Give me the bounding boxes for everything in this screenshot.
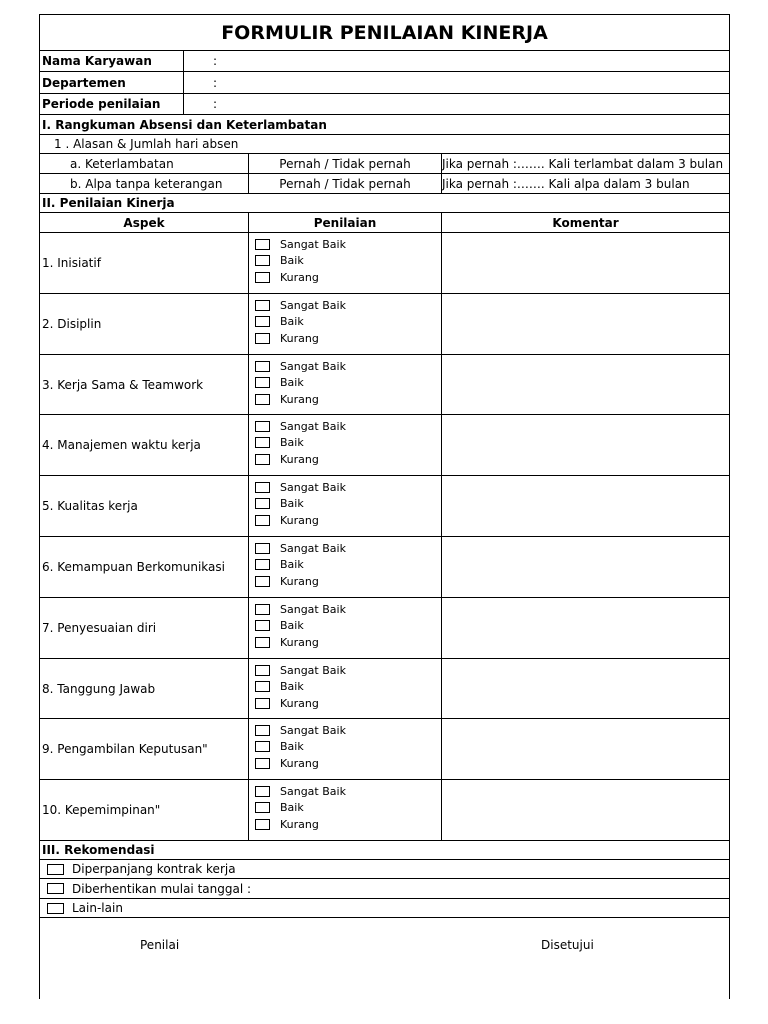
absence-row-alpha bbox=[40, 174, 729, 194]
rating-option-label: Baik bbox=[280, 740, 304, 753]
comment-cell[interactable] bbox=[441, 233, 729, 293]
rating-option[interactable] bbox=[255, 739, 304, 755]
rating-option-label: Kurang bbox=[280, 452, 319, 466]
rating-option[interactable] bbox=[255, 391, 319, 407]
rating-option-label: Kurang bbox=[280, 331, 319, 345]
rating-option[interactable] bbox=[255, 783, 346, 799]
info-row-name bbox=[40, 51, 729, 72]
rating-option[interactable] bbox=[255, 695, 319, 711]
rating-option-label: Baik bbox=[280, 680, 304, 693]
rating-option[interactable] bbox=[255, 269, 319, 285]
aspect-row bbox=[40, 294, 729, 355]
aspect-label: 1. Inisiatif bbox=[42, 256, 101, 270]
rating-option-label: Sangat Baik bbox=[280, 419, 346, 433]
checkbox-icon[interactable] bbox=[255, 255, 270, 266]
rating-option-label: Sangat Baik bbox=[280, 541, 346, 555]
rating-option-label: Sangat Baik bbox=[280, 723, 346, 737]
rating-option[interactable] bbox=[255, 314, 304, 330]
rating-cell bbox=[248, 780, 441, 840]
rating-option[interactable] bbox=[255, 800, 304, 816]
comment-cell[interactable] bbox=[441, 598, 729, 658]
checkbox-icon[interactable] bbox=[255, 620, 270, 631]
rating-cell bbox=[248, 476, 441, 536]
absence-row-late bbox=[40, 154, 729, 174]
comment-cell[interactable] bbox=[441, 355, 729, 414]
aspect-row bbox=[40, 719, 729, 780]
recommendation-item[interactable] bbox=[47, 879, 251, 898]
rating-option-label: Sangat Baik bbox=[280, 298, 346, 312]
rating-option[interactable] bbox=[255, 540, 346, 556]
absence-status[interactable]: Pernah / Tidak pernah bbox=[248, 154, 441, 173]
rating-cell bbox=[248, 598, 441, 658]
rating-option[interactable] bbox=[255, 634, 319, 650]
checkbox-icon[interactable] bbox=[255, 758, 270, 769]
comment-cell[interactable] bbox=[441, 719, 729, 779]
rating-option[interactable] bbox=[255, 451, 319, 467]
absence-status[interactable]: Pernah / Tidak pernah bbox=[248, 174, 441, 193]
aspect-label: 10. Kepemimpinan" bbox=[42, 803, 161, 817]
checkbox-icon[interactable] bbox=[255, 725, 270, 736]
rating-option-label: Kurang bbox=[280, 270, 319, 284]
rating-option-label: Kurang bbox=[280, 392, 319, 406]
aspect-label: 5. Kualitas kerja bbox=[42, 499, 138, 513]
rating-option-label: Baik bbox=[280, 254, 304, 267]
checkbox-icon[interactable] bbox=[255, 377, 270, 388]
checkbox-icon[interactable] bbox=[255, 361, 270, 372]
aspect-label: 2. Disiplin bbox=[42, 317, 102, 331]
rating-cell bbox=[248, 719, 441, 779]
aspect-label: 6. Kemampuan Berkomunikasi bbox=[42, 560, 225, 574]
aspect-label: 8. Tanggung Jawab bbox=[42, 681, 156, 696]
rating-option[interactable] bbox=[255, 236, 346, 252]
rating-option-label: Baik bbox=[280, 801, 304, 814]
checkbox-icon[interactable] bbox=[255, 515, 270, 526]
checkbox-icon[interactable] bbox=[255, 802, 270, 813]
rating-option[interactable] bbox=[255, 512, 319, 528]
section2-heading-row bbox=[40, 194, 729, 213]
comment-cell[interactable] bbox=[441, 415, 729, 475]
info-row-period bbox=[40, 94, 729, 115]
rating-option-label: Sangat Baik bbox=[280, 784, 346, 798]
rating-option-label: Kurang bbox=[280, 635, 319, 649]
comment-cell[interactable] bbox=[441, 476, 729, 536]
checkbox-icon[interactable] bbox=[255, 239, 270, 250]
section1-subheading: 1 . Alasan & Jumlah hari absen bbox=[54, 137, 239, 151]
rating-option[interactable] bbox=[255, 755, 319, 771]
checkbox-icon[interactable] bbox=[255, 454, 270, 465]
recommendation-label: Diberhentikan mulai tanggal : bbox=[72, 881, 252, 896]
comment-cell[interactable] bbox=[441, 294, 729, 354]
aspect-row bbox=[40, 415, 729, 476]
absence-note[interactable]: Jika pernah :……. Kali alpa dalam 3 bulan bbox=[441, 174, 729, 193]
rating-option[interactable] bbox=[255, 573, 319, 589]
rating-option-label: Kurang bbox=[280, 756, 319, 770]
rating-option[interactable] bbox=[255, 496, 304, 512]
absence-note[interactable]: Jika pernah :……. Kali terlambat dalam 3 bulan bbox=[441, 154, 729, 173]
checkbox-icon[interactable] bbox=[255, 482, 270, 493]
checkbox-icon[interactable] bbox=[47, 864, 64, 875]
checkbox-icon[interactable] bbox=[255, 437, 270, 448]
recommendation-row bbox=[40, 860, 729, 879]
rating-option[interactable] bbox=[255, 358, 346, 374]
signature-right-label: Disetujui bbox=[541, 938, 594, 952]
title-row bbox=[40, 15, 729, 51]
checkbox-icon[interactable] bbox=[255, 394, 270, 405]
info-value-field[interactable]: : bbox=[183, 94, 729, 114]
evaluation-form bbox=[39, 14, 730, 999]
checkbox-icon[interactable] bbox=[255, 698, 270, 709]
recommendation-label: Diperpanjang kontrak kerja bbox=[72, 862, 236, 876]
checkbox-icon[interactable] bbox=[255, 316, 270, 327]
comment-cell[interactable] bbox=[441, 780, 729, 840]
section1-heading-row bbox=[40, 115, 729, 135]
recommendation-item[interactable] bbox=[47, 860, 236, 878]
info-value-field[interactable]: : bbox=[183, 51, 729, 71]
rating-option[interactable] bbox=[255, 375, 304, 391]
rating-option-label: Sangat Baik bbox=[280, 480, 346, 494]
rating-option[interactable] bbox=[255, 297, 346, 313]
form-title: FORMULIR PENILAIAN KINERJA bbox=[221, 21, 548, 44]
rating-option[interactable] bbox=[255, 679, 304, 695]
checkbox-icon[interactable] bbox=[47, 903, 64, 914]
checkbox-icon[interactable] bbox=[47, 883, 64, 894]
rating-option-label: Baik bbox=[280, 558, 304, 571]
rating-option[interactable] bbox=[255, 253, 304, 269]
rating-option[interactable] bbox=[255, 418, 346, 434]
checkbox-icon[interactable] bbox=[255, 741, 270, 752]
section2-header-row bbox=[40, 213, 729, 233]
aspect-row bbox=[40, 233, 729, 294]
rating-cell bbox=[248, 415, 441, 475]
rating-cell bbox=[248, 537, 441, 597]
rating-option[interactable] bbox=[255, 330, 319, 346]
rating-option[interactable] bbox=[255, 816, 319, 832]
rating-cell bbox=[248, 294, 441, 354]
aspect-label: 7. Penyesuaian diri bbox=[42, 621, 157, 635]
rating-option[interactable] bbox=[255, 618, 304, 634]
info-row-department bbox=[40, 72, 729, 94]
checkbox-icon[interactable] bbox=[255, 681, 270, 692]
section3-heading: III. Rekomendasi bbox=[42, 843, 155, 857]
rating-option-label: Kurang bbox=[280, 513, 319, 527]
section3-heading-row bbox=[40, 841, 729, 860]
rating-option[interactable] bbox=[255, 662, 346, 678]
aspect-row bbox=[40, 659, 729, 719]
checkbox-icon[interactable] bbox=[255, 272, 270, 283]
rating-option-label: Baik bbox=[280, 497, 304, 510]
rating-option[interactable] bbox=[255, 557, 304, 573]
info-label: Nama Karyawan bbox=[42, 54, 152, 68]
comment-cell[interactable] bbox=[441, 537, 729, 597]
section1-sub-row bbox=[40, 135, 729, 154]
rating-option-label: Sangat Baik bbox=[280, 359, 346, 373]
rating-option-label: Kurang bbox=[280, 574, 319, 588]
absence-label: a. Keterlambatan bbox=[70, 156, 174, 171]
aspect-row bbox=[40, 598, 729, 659]
checkbox-icon[interactable] bbox=[255, 819, 270, 830]
rating-option-label: Baik bbox=[280, 376, 304, 389]
comment-cell[interactable] bbox=[441, 659, 729, 718]
aspect-label: 4. Manajemen waktu kerja bbox=[42, 438, 201, 452]
aspect-row bbox=[40, 780, 729, 841]
recommendation-item[interactable] bbox=[47, 899, 123, 917]
rating-option-label: Baik bbox=[280, 436, 304, 449]
rating-option-label: Baik bbox=[280, 315, 304, 328]
absence-label: b. Alpa tanpa keterangan bbox=[70, 176, 223, 191]
checkbox-icon[interactable] bbox=[255, 559, 270, 570]
column-header-rating: Penilaian bbox=[248, 213, 441, 232]
info-value-field[interactable]: : bbox=[183, 72, 729, 93]
aspect-label: 3. Kerja Sama & Teamwork bbox=[42, 377, 204, 392]
checkbox-icon[interactable] bbox=[255, 300, 270, 311]
rating-option[interactable] bbox=[255, 722, 346, 738]
recommendation-row bbox=[40, 899, 729, 918]
rating-option-label: Sangat Baik bbox=[280, 663, 346, 677]
info-label: Departemen bbox=[42, 75, 126, 90]
aspect-row bbox=[40, 476, 729, 537]
checkbox-icon[interactable] bbox=[255, 333, 270, 344]
aspect-row bbox=[40, 355, 729, 415]
column-header-aspect: Aspek bbox=[123, 215, 165, 230]
checkbox-icon[interactable] bbox=[255, 543, 270, 554]
info-label: Periode penilaian bbox=[42, 97, 161, 111]
rating-option-label: Kurang bbox=[280, 817, 319, 831]
checkbox-icon[interactable] bbox=[255, 665, 270, 676]
rating-option[interactable] bbox=[255, 479, 346, 495]
aspect-label: 9. Pengambilan Keputusan" bbox=[42, 742, 208, 756]
aspect-row bbox=[40, 537, 729, 598]
checkbox-icon[interactable] bbox=[255, 576, 270, 587]
checkbox-icon[interactable] bbox=[255, 498, 270, 509]
recommendation-label: Lain-lain bbox=[72, 901, 123, 915]
checkbox-icon[interactable] bbox=[255, 604, 270, 615]
checkbox-icon[interactable] bbox=[255, 786, 270, 797]
rating-option[interactable] bbox=[255, 601, 346, 617]
rating-option[interactable] bbox=[255, 435, 304, 451]
rating-option-label: Sangat Baik bbox=[280, 602, 346, 616]
rating-cell bbox=[248, 355, 441, 414]
rating-cell bbox=[248, 233, 441, 293]
recommendation-row bbox=[40, 879, 729, 899]
column-header-comment: Komentar bbox=[441, 213, 729, 232]
checkbox-icon[interactable] bbox=[255, 637, 270, 648]
rating-cell bbox=[248, 659, 441, 718]
checkbox-icon[interactable] bbox=[255, 421, 270, 432]
section2-heading: II. Penilaian Kinerja bbox=[42, 196, 175, 210]
rating-option-label: Baik bbox=[280, 619, 304, 632]
rating-option-label: Sangat Baik bbox=[280, 237, 346, 251]
signature-left-label: Penilai bbox=[140, 938, 180, 952]
rating-option-label: Kurang bbox=[280, 696, 319, 710]
section1-heading: I. Rangkuman Absensi dan Keterlambatan bbox=[42, 117, 327, 132]
